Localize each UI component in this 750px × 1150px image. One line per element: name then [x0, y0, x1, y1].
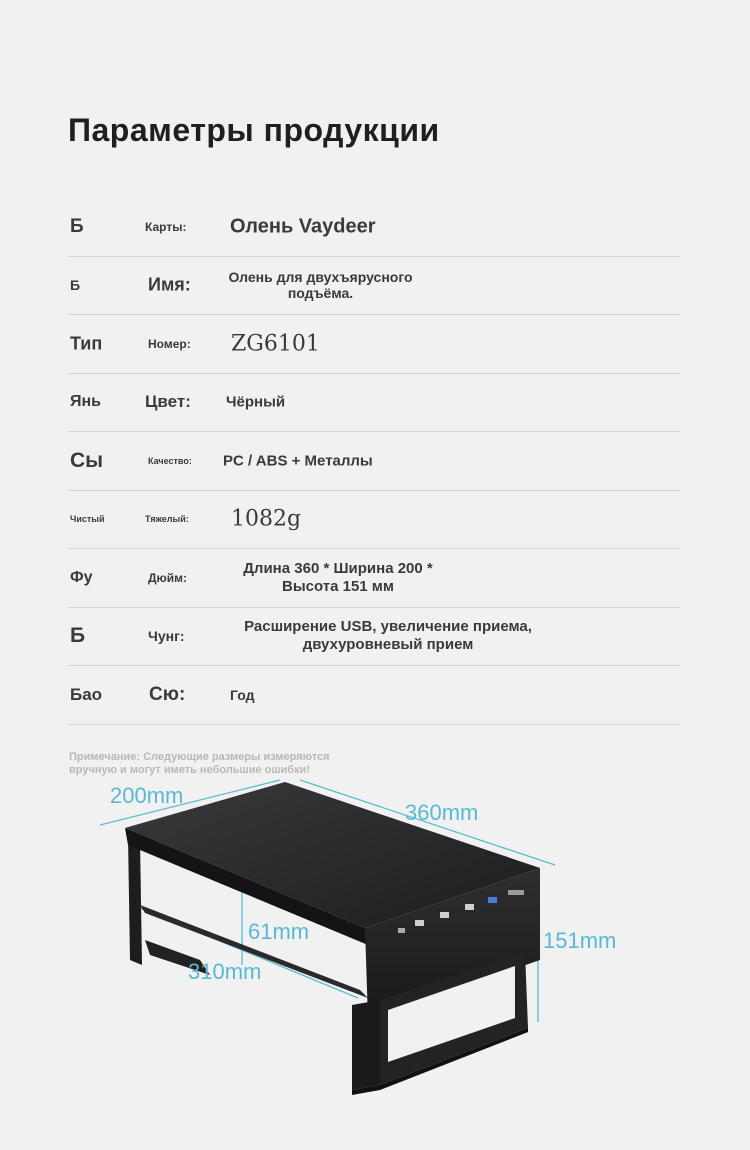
usb-port: [440, 912, 449, 918]
row-label: Карты:: [145, 219, 187, 234]
row-label-prefix: Б: [70, 277, 81, 294]
stand-right-leg-front: [352, 1000, 380, 1090]
spec-row-function: [68, 608, 680, 667]
row-label: Номер:: [148, 336, 191, 351]
row-value: Год: [230, 686, 255, 703]
stand-left-leg: [128, 835, 142, 965]
row-value: PC / ABS + Металлы: [223, 452, 373, 470]
spec-row-model: [68, 315, 680, 374]
note-line: Примечание: Следующие размеры измеряются: [69, 751, 330, 763]
row-value-line: Расширение USB, увеличение приема,: [244, 618, 532, 636]
row-label: Дюйм:: [148, 570, 188, 585]
spec-row-weight: [68, 491, 680, 550]
usb-port-blue: [488, 897, 497, 903]
row-value-line: подъёма.: [287, 285, 354, 302]
dim-clearance-label: 61mm: [248, 919, 310, 944]
row-label-prefix: Сы: [70, 448, 104, 472]
dim-depth-label: 200mm: [110, 783, 184, 808]
row-label-prefix: Чистый: [70, 514, 105, 525]
dim-height-label: 151mm: [543, 928, 617, 953]
row-value: [228, 560, 448, 596]
product-illustration: [0, 760, 750, 1150]
row-label: Имя:: [148, 274, 191, 295]
spec-row-color: [68, 374, 680, 433]
row-value-line: Высота 151 мм: [281, 577, 395, 595]
row-value: Олень Vaydeer: [230, 215, 376, 238]
card-slot: [508, 890, 524, 895]
row-value: 1082g: [231, 506, 302, 532]
row-label-prefix: Фу: [70, 568, 93, 586]
spec-row-material: [68, 432, 680, 491]
row-value-line: двухуровневый прием: [302, 636, 474, 654]
row-value-line: Длина 360 * Ширина 200 *: [243, 559, 433, 577]
row-value: Чёрный: [226, 393, 286, 411]
usb-port: [465, 904, 474, 910]
spec-row-name: [68, 257, 680, 316]
usb-port: [415, 920, 424, 926]
row-value: [238, 618, 538, 654]
spec-table: [68, 198, 680, 725]
row-label: Качество:: [148, 455, 192, 466]
row-label-prefix: Янь: [70, 393, 101, 411]
row-label: Цвет:: [145, 392, 191, 412]
note-line: вручную и могут иметь небольшие ошибки!: [69, 764, 311, 776]
row-label-prefix: Б: [70, 215, 84, 237]
spec-row-size: [68, 549, 680, 608]
spec-row-warranty: [68, 666, 680, 725]
spec-row-brand: [68, 198, 680, 257]
dim-length-label: 360mm: [405, 800, 479, 825]
usb-port: [398, 928, 405, 933]
monitor-stand: [125, 782, 540, 1095]
row-value: [218, 269, 423, 301]
row-label-prefix: Бао: [70, 684, 103, 704]
row-label: Сю:: [149, 683, 186, 705]
dim-inner-width-label: 310mm: [188, 959, 262, 984]
row-label-prefix: Тип: [70, 333, 103, 354]
row-value-line: Олень для двухъярусного: [228, 269, 413, 286]
row-label-prefix: Б: [70, 624, 86, 648]
row-label: Тяжелый:: [145, 514, 189, 525]
row-value: ZG6101: [231, 331, 320, 357]
row-label: Чунг:: [148, 628, 185, 645]
page-title: Параметры продукции: [68, 112, 440, 148]
